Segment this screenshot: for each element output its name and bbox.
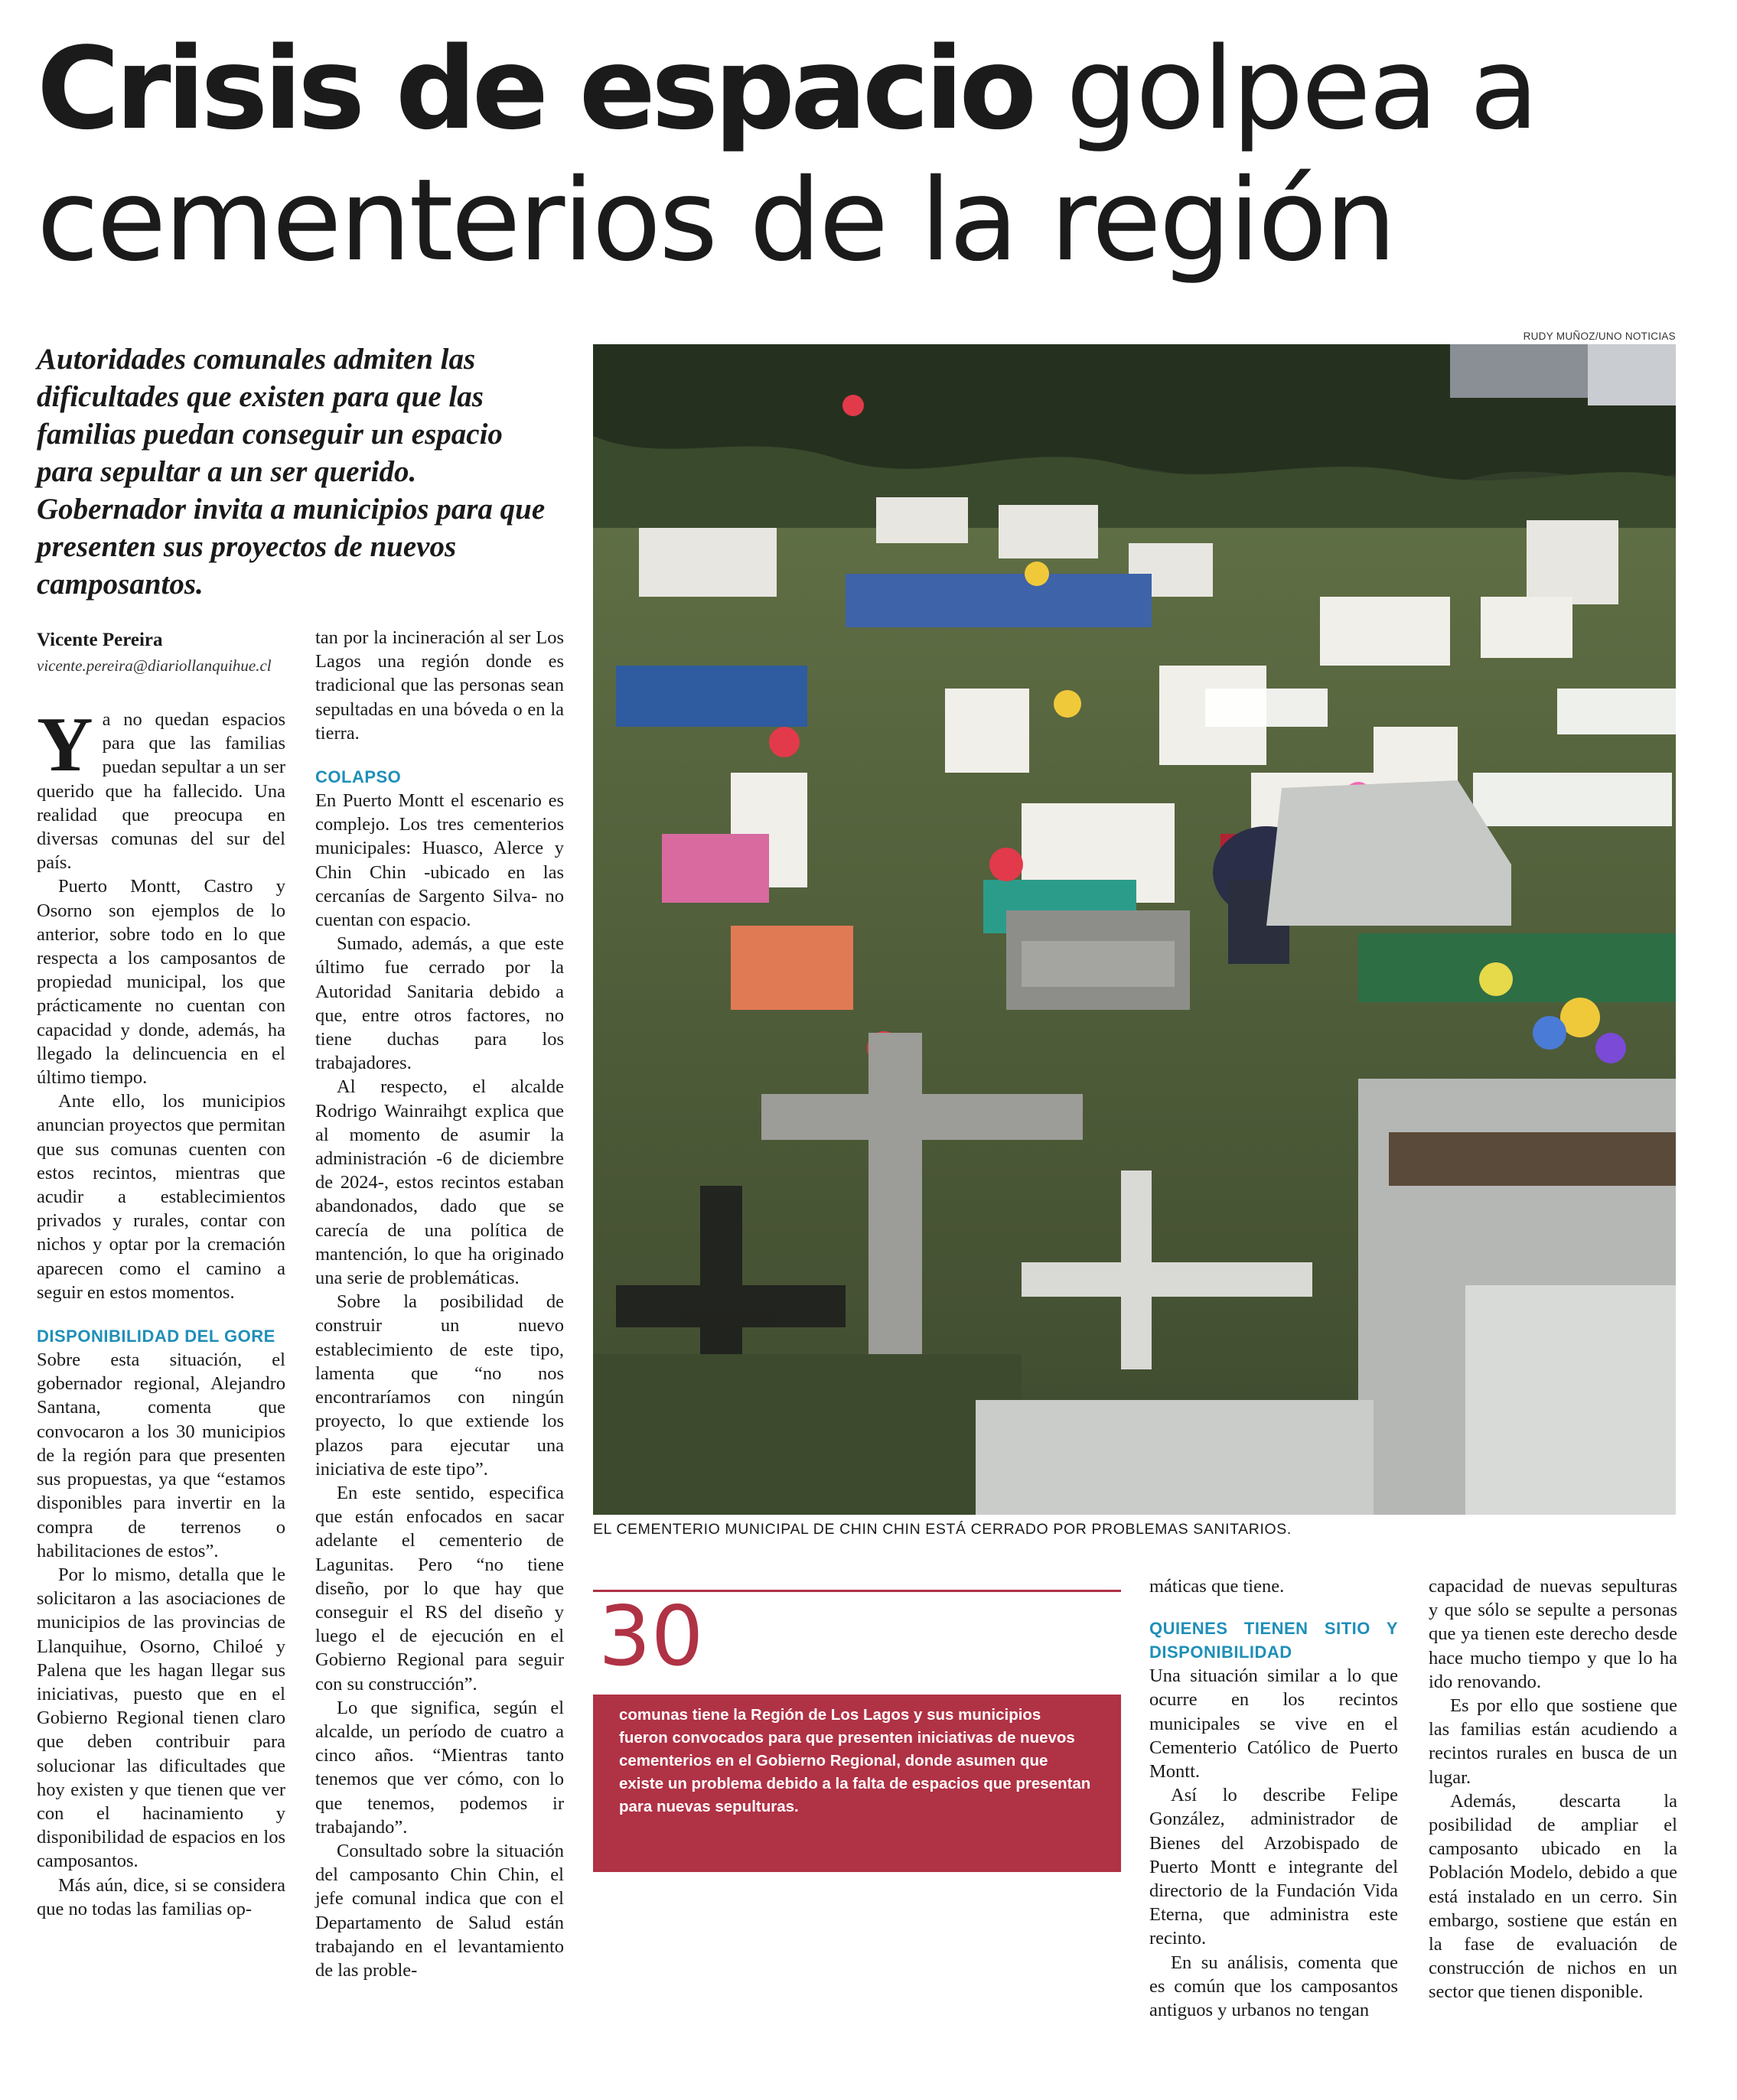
cemetery-photo: [593, 344, 1676, 1515]
headline: [37, 23, 1705, 286]
paragraph: En su análisis, comenta que es común que los camposantos antiguos y urbanos no tengan: [1149, 1952, 1398, 2021]
paragraph: Más aún, dice, si se considera que no todas las familias op-: [37, 1874, 285, 1919]
photo-credit: RUDY MUÑOZ/UNO NOTICIAS: [1523, 330, 1676, 342]
paragraph: Sobre esta situación, el gobernador regional, Alejandro Santana, comenta que convocaron a los 30 municipios de la región para que presenten sus propuestas, ya que “estamos disponibles para invertir en la compra de terrenos o habilitaciones de estos”.: [37, 1350, 285, 1561]
paragraph: Puerto Montt, Castro y Osorno son ejemplos de lo anterior, sobre todo en lo que respecta a los camposantos de propiedad municipal, los que prácticamente no cuentan con capacidad y donde, además, ha llegado la delincuencia en el último tiempo.: [37, 876, 285, 1089]
stat-text: comunas tiene la Región de Los Lagos y sus municipios fueron convocados para que presenten iniciativas de nuevos cementerios en el Gobierno Regional, donde asumen que existe un problema debido a la falta de espacios que presentan para nuevas sepulturas.: [619, 1706, 1091, 1815]
section-subhead: QUIENES TIENEN SITIO Y DISPONIBILIDAD: [1149, 1619, 1398, 1662]
paragraph: Además, descarta la posibilidad de ampliar el camposanto ubicado en la Población Modelo, debido a que está instalado en un cerro. Sin embargo, sostiene que están en la fase de evaluación de construcción de nichos en un sector que tienen disponible.: [1429, 1790, 1677, 2003]
paragraph: Consultado sobre la situación del camposanto Chin Chin, el jefe comunal indica que con el Departamento de Salud están trabajando en el levantamiento de las proble-: [315, 1840, 564, 1981]
paragraph-text: a no quedan espacios para que las familias puedan sepultar a un ser querido que ha fallecido. Una realidad que preocupa en diversas comunas del sur del país.: [37, 709, 285, 874]
column-2: [315, 626, 564, 1982]
paragraph: Una situación similar a lo que ocurre en los recintos municipales se vive en el Cementerio Católico de Puerto Montt.: [1149, 1665, 1398, 1783]
paragraph: Lo que significa, según el alcalde, un período de cuatro a cinco años. “Mientras tanto tenemos que ver cómo, con lo que tenemos, podemos ir trabajando”.: [315, 1697, 564, 1838]
paragraph: En este sentido, especifica que están enfocados en sacar adelante el cementerio de Lagunitas. Pero “no tiene diseño, por lo que hay que conseguir el RS del diseño y luego el de ejecución en el Gobierno Regional para seguir con su construcción”.: [315, 1482, 564, 1695]
column-4: [1429, 1574, 1677, 2004]
paragraph: Por lo mismo, detalla que le solicitaron a las asociaciones de municipios de las provincias de Llanquihue, Osorno, Chiloé y Palena que les hagan llegar sus iniciativas, puesto que en el Gobierno Regional tienen claro que deben contribuir para solucionar las dificultades que hoy existen y que tienen que ver con el hacinamiento y disponibilidad de espacios en los camposantos.: [37, 1564, 285, 1872]
stat-box: [593, 1695, 1121, 1872]
photo-caption: EL CEMENTERIO MUNICIPAL DE CHIN CHIN ESTÁ CERRADO POR PROBLEMAS SANITARIOS.: [593, 1521, 1292, 1538]
section-subhead: COLAPSO: [315, 767, 402, 787]
paragraph: Ante ello, los municipios anuncian proyectos que permitan que sus comunas cuenten con estos recintos, mientras que acudir a establecimientos privados y rurales, contar con nichos y optar por la cremación aparecen como el camino a seguir en estos momentos.: [37, 1091, 285, 1303]
headline-rest: golpea a cementerios de la región: [37, 23, 1537, 286]
paragraph: Es por ello que sostiene que las familias están acudiendo a recintos rurales en busca de un lugar.: [1429, 1695, 1677, 1788]
paragraph: En Puerto Montt el escenario es complejo. Los tres cementerios municipales: Huasco, Alerce y Chin Chin -ubicado en las cercanías de Sargento Silva- no cuentan con espacio.: [315, 790, 564, 931]
paragraph: tan por la incineración al ser Los Lagos una región donde es tradicional que las personas sean sepultadas en una bóveda o en la tierra.: [315, 627, 564, 744]
headline-bold: Crisis de espacio: [37, 23, 1033, 155]
paragraph: Al respecto, el alcalde Rodrigo Wainraihgt explica que al momento de asumir la administración -6 de diciembre de 2024-, estos recintos estaban abandonados, dado que se carecía de una política de mantención, lo que ha originado una serie de problemáticas.: [315, 1076, 564, 1289]
dropcap: Y: [37, 702, 93, 788]
paragraph: Así lo describe Felipe González, administrador de Bienes del Arzobispado de Puerto Montt e integrante del directorio de la Fundación Vida Eterna, que administra este recinto.: [1149, 1785, 1398, 1949]
column-1: [37, 702, 285, 1921]
lead-paragraph: Autoridades comunales admiten las dificultades que existen para que las familias puedan conseguir un espacio para sepultar a un ser querido. Gobernador invita a municipios para que presenten sus proyectos de nuevos camposantos.: [37, 343, 546, 601]
column-3: [1149, 1574, 1398, 2022]
paragraph: máticas que tiene.: [1149, 1576, 1285, 1597]
paragraph: capacidad de nuevas sepulturas y que sólo se sepulte a personas que ya tienen este derecho desde hace mucho tiempo y que lo ha ido renovando.: [1429, 1576, 1677, 1692]
stat-number: 30: [598, 1589, 704, 1685]
byline-email: vicente.pereira@diariollanquihue.cl: [37, 656, 272, 675]
paragraph: Sumado, además, a que este último fue cerrado por la Autoridad Sanitaria debido a que, entre otros factores, no tiene duchas para los trabajadores.: [315, 933, 564, 1074]
paragraph: Sobre la posibilidad de construir un nuevo establecimiento de este tipo, lamenta que “no nos encontraríamos con ningún proyecto, lo que extiende los plazos para ejecutar una iniciativa de este tipo”.: [315, 1291, 564, 1480]
byline-name: Vicente Pereira: [37, 630, 163, 650]
section-subhead: DISPONIBILIDAD DEL GORE: [37, 1327, 275, 1346]
paragraph: [37, 702, 285, 874]
